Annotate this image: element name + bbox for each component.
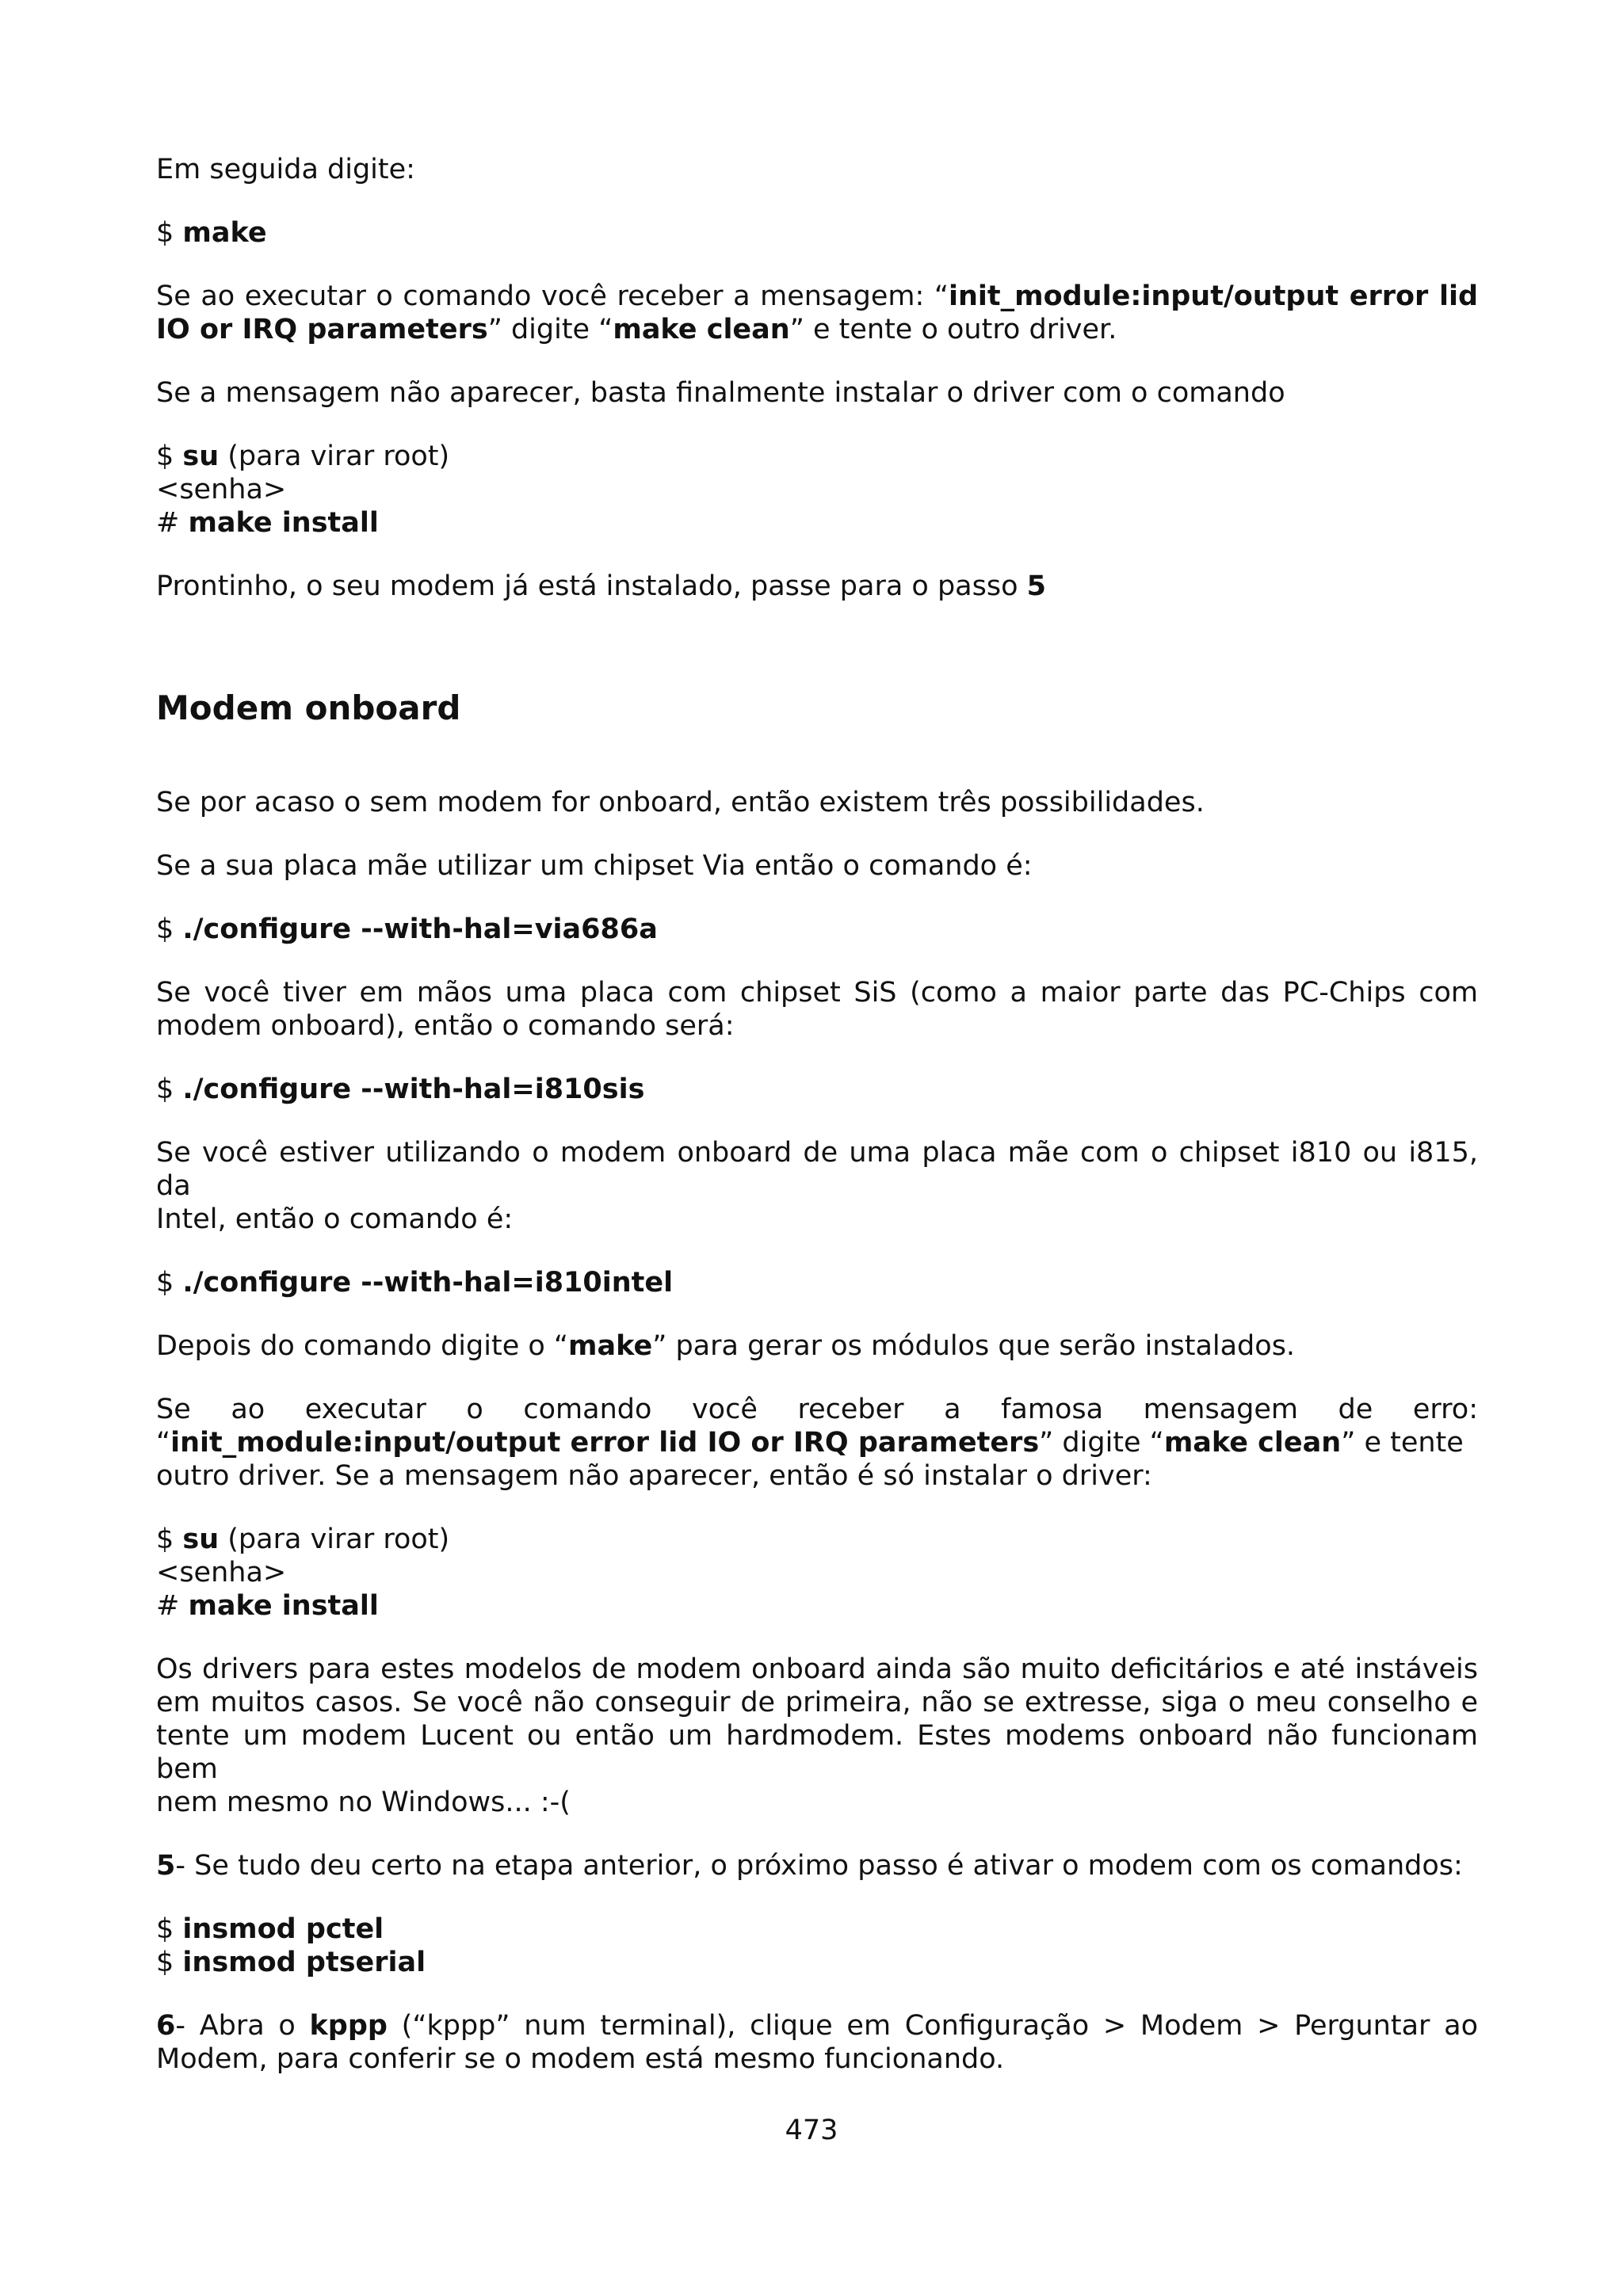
section-heading: Modem onboard <box>156 688 461 727</box>
paragraph-famous-error: Se ao executar o comando você receber a famosa mensagem de erro: “init_module:input/output error lid IO or IRQ parameters” digite “make clean” e tente outro driver. Se a mensagem não aparecer, então é só instalar o driver: <box>156 1394 1478 1492</box>
paragraph: Depois do comando digite o “make” para gerar os módulos que serão instalados. <box>156 1330 1296 1362</box>
step-5: 5- Se tudo deu certo na etapa anterior, o próximo passo é ativar o modem com os comandos: <box>156 1850 1463 1882</box>
paragraph: Se por acaso o sem modem for onboard, então existem três possibilidades. <box>156 787 1205 818</box>
paragraph: Prontinho, o seu modem já está instalado, passe para o passo 5 <box>156 570 1046 602</box>
command-block-install: $ su (para virar root) <senha> # make install <box>156 1524 450 1622</box>
paragraph: Se a mensagem não aparecer, basta finalmente instalar o driver com o comando <box>156 377 1285 409</box>
command-block-insmod: $ insmod pctel $ insmod ptserial <box>156 1913 426 1978</box>
page-number: 473 <box>785 2115 838 2146</box>
paragraph: Em seguida digite: <box>156 154 415 185</box>
command-block-install: $ su (para virar root) <senha> # make install <box>156 441 450 539</box>
paragraph-sis: Se você tiver em mãos uma placa com chipset SiS (como a maior parte das PC-Chips com modem onboard), então o comando será: <box>156 977 1478 1042</box>
paragraph-drivers: Os drivers para estes modelos de modem onboard ainda são muito deficitários e até instáveis em muitos casos. Se você não conseguir de primeira, não se extresse, siga o meu conselho e tente um modem Lucent ou então um hardmodem. Estes modems onboard não funcionam bem nem mesmo no Windows... :-( <box>156 1653 1478 1818</box>
command-make: $ make <box>156 217 267 249</box>
paragraph-intel: Se você estiver utilizando o modem onboard de uma placa mãe com o chipset i810 ou i815, da Intel, então o comando é: <box>156 1137 1478 1235</box>
command-configure-sis: $ ./configure --with-hal=i810sis <box>156 1074 645 1105</box>
command-configure-via: $ ./configure --with-hal=via686a <box>156 913 658 945</box>
page-content <box>156 153 1478 2076</box>
paragraph-error-message: Se ao executar o comando você receber a mensagem: “init_module:input/output error lid IO or IRQ parameters” digite “make clean” e tente o outro driver. <box>156 280 1479 345</box>
paragraph: Se a sua placa mãe utilizar um chipset Via então o comando é: <box>156 850 1033 882</box>
step-6: 6- Abra o kppp (“kppp” num terminal), clique em Configuração > Modem > Perguntar ao Modem, para conferir se o modem está mesmo funcionando. <box>156 2010 1478 2075</box>
command-configure-intel: $ ./configure --with-hal=i810intel <box>156 1267 674 1299</box>
